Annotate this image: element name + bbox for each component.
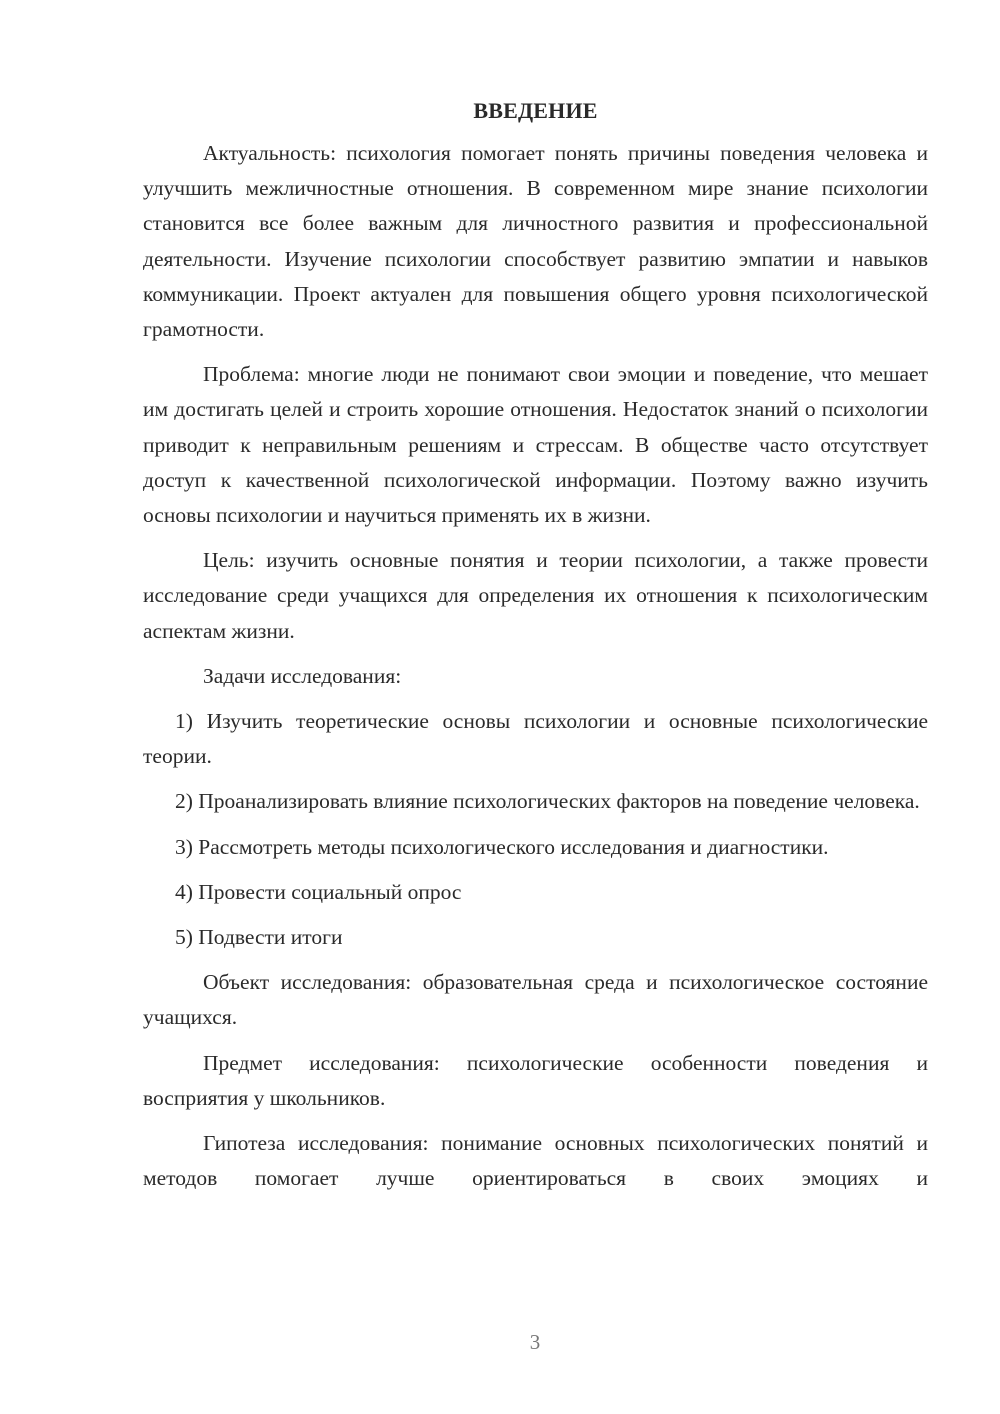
tasks-heading: Задачи исследования:: [203, 663, 402, 688]
research-object-paragraph: Объект исследования: образовательная среда и психологическое состояние учащихся.: [143, 970, 928, 1030]
hypothesis-paragraph: Гипотеза исследования: понимание основных психологических понятий и методов помогает лучше ориентироваться в своих эмоциях и: [143, 1131, 928, 1191]
task-item-2: 2) Проанализировать влияние психологических факторов на поведение человека.: [175, 789, 920, 814]
page-number: 3: [529, 1330, 541, 1354]
page-title: ВВЕДЕНИЕ: [473, 98, 598, 123]
task-item-5: 5) Подвести итоги: [175, 925, 343, 950]
task-item-1: 1) Изучить теоретические основы психологии и основные психологические теории.: [143, 709, 928, 769]
page-content: [143, 93, 928, 1206]
task-item-3: 3) Рассмотреть методы психологического исследования и диагностики.: [175, 834, 829, 859]
research-subject-paragraph: Предмет исследования: психологические особенности поведения и восприятия у школьников.: [143, 1050, 928, 1110]
goal-paragraph: Цель: изучить основные понятия и теории психологии, а также провести исследование среди учащихся для определения их отношения к психологическим аспектам жизни.: [143, 548, 928, 643]
relevance-paragraph: Актуальность: психология помогает понять причины поведения человека и улучшить межличностные отношения. В современном мире знание психологии становится все более важным для личностного развития и профессиональной деятельности. Изучение психологии способствует развитию эмпатии и навыков коммуникации. Проект актуален для повышения общего уровня психологической грамотности.: [143, 141, 928, 342]
problem-paragraph: Проблема: многие люди не понимают свои эмоции и поведение, что мешает им достигать целей и строить хорошие отношения. Недостаток знаний о психологии приводит к неправильным решениям и стрессам. В обществе часто отсутствует доступ к качественной психологической информации. Поэтому важно изучить основы психологии и научиться применять их в жизни.: [143, 362, 928, 528]
task-item-4: 4) Провести социальный опрос: [175, 879, 462, 904]
